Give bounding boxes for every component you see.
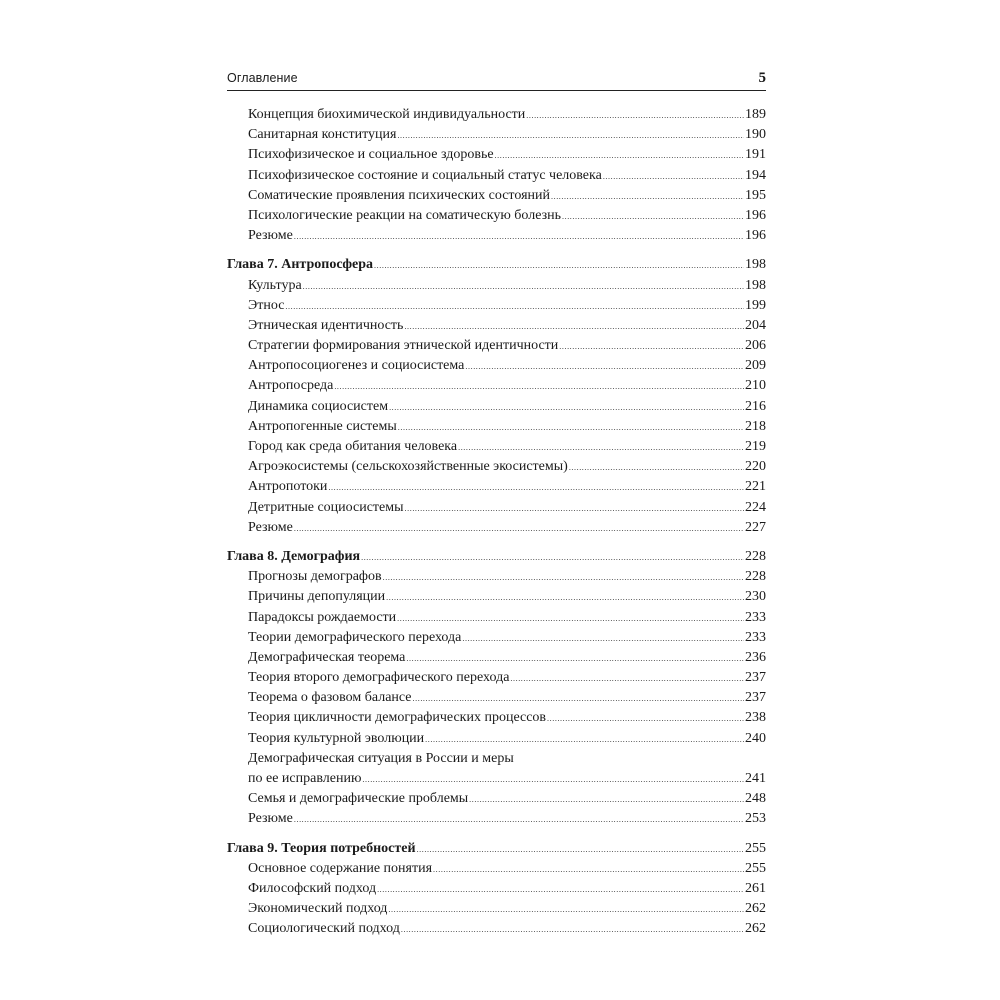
dot-leader [361, 547, 744, 567]
toc-page-number: 198 [745, 277, 766, 293]
dot-leader [388, 899, 744, 919]
toc-page-number: 230 [745, 589, 766, 605]
toc-entry [227, 789, 766, 809]
toc-entry [227, 336, 766, 356]
toc-entry [227, 457, 766, 477]
toc-entry-title: Экономический подход [248, 901, 388, 917]
toc-entry-title: Глава 9. Теория потребностей [227, 840, 416, 856]
toc-page-number: 191 [745, 147, 766, 163]
toc-entry-title: Теория цикличности демографических процессов [248, 710, 547, 726]
toc-entry-title: Детритные социосистемы [248, 499, 404, 515]
toc-section [227, 839, 766, 940]
toc-page-number: 240 [745, 730, 766, 746]
running-header [227, 70, 766, 91]
toc-page-number: 262 [745, 921, 766, 937]
dot-leader [303, 276, 744, 296]
dot-leader [465, 356, 744, 376]
running-title: Оглавление [227, 71, 298, 85]
toc-entry [227, 226, 766, 246]
dot-leader [377, 879, 744, 899]
dot-leader [462, 628, 744, 648]
toc-entry-title: Антропотоки [248, 479, 328, 495]
toc-entry-title: Демографическая теорема [248, 649, 406, 665]
dot-leader [383, 567, 744, 587]
toc-page-number: 199 [745, 297, 766, 313]
toc-entry [227, 437, 766, 457]
chapter-heading [227, 255, 766, 275]
dot-leader [551, 186, 744, 206]
toc-page-number: 194 [745, 167, 766, 183]
dot-leader [559, 336, 744, 356]
toc-entry-title: Причины депопуляции [248, 589, 386, 605]
toc-page-number: 210 [745, 378, 766, 394]
toc-entry [227, 417, 766, 437]
book-page [227, 70, 766, 949]
dot-leader [562, 206, 744, 226]
dot-leader [285, 296, 744, 316]
toc-page-number: 241 [745, 771, 766, 786]
toc-entry [227, 518, 766, 538]
toc-section [227, 547, 766, 830]
toc-entry [227, 296, 766, 316]
toc-entry [227, 628, 766, 648]
toc-entry [227, 105, 766, 125]
dot-leader [425, 729, 744, 749]
toc-entry-title: Психологические реакции на соматическую болезнь [248, 207, 561, 223]
toc-entry-title: Демографическая ситуация в России и меры [248, 750, 514, 766]
toc-entry-title: Антропосоциогенез и социосистема [248, 358, 465, 374]
toc-page-number: 255 [745, 860, 766, 876]
toc-page-number: 253 [745, 811, 766, 827]
toc-entry-title: Город как среда обитания человека [248, 439, 458, 454]
toc-page-number: 228 [745, 569, 766, 585]
toc-entry [227, 919, 766, 939]
toc-entry-title: Соматические проявления психических состояний [248, 187, 550, 203]
toc-page-number: 190 [745, 127, 766, 143]
dot-leader [569, 457, 744, 477]
toc-page-number: 189 [745, 107, 766, 122]
toc-page-number: 255 [745, 840, 766, 856]
page-number: 5 [758, 70, 766, 86]
toc-entry-title: Резюме [248, 811, 293, 827]
toc-entry-title: по ее исправлению [248, 771, 362, 786]
dot-leader [401, 919, 744, 939]
dot-leader [510, 668, 744, 688]
toc-page-number: 237 [745, 690, 766, 706]
toc-page-number: 236 [745, 649, 766, 665]
dot-leader [547, 708, 744, 728]
toc-entry-title: Теорема о фазовом балансе [248, 690, 412, 706]
toc-entry-title: Этнос [248, 297, 285, 313]
toc-entry [227, 376, 766, 396]
toc-page-number: 198 [745, 257, 766, 273]
toc-entry [227, 708, 766, 728]
toc-page-number: 238 [745, 710, 766, 726]
toc-entry-title: Основное содержание понятия [248, 860, 433, 876]
toc-entry-title: Антропогенные системы [248, 418, 397, 434]
dot-leader [404, 316, 744, 336]
toc-entry-title: Психофизическое состояние и социальный статус человека [248, 167, 602, 183]
toc-entry [227, 186, 766, 206]
toc-section [227, 255, 766, 538]
dot-leader [294, 226, 744, 246]
dot-leader [397, 125, 744, 145]
dot-leader [405, 498, 744, 518]
dot-leader [526, 105, 744, 125]
toc-entry [227, 859, 766, 879]
toc-entry [227, 145, 766, 165]
toc-page-number: 196 [745, 228, 766, 244]
toc-page-number: 233 [745, 629, 766, 645]
toc-page-number: 219 [745, 439, 766, 454]
toc-page-number: 209 [745, 358, 766, 374]
toc-entry [227, 397, 766, 417]
toc-entry-title: Психофизическое и социальное здоровье [248, 147, 494, 163]
toc-page-number: 227 [745, 519, 766, 535]
toc-entry [227, 729, 766, 749]
toc-entry [227, 206, 766, 226]
toc-entry-title: Семья и демографические проблемы [248, 791, 469, 807]
toc-page-number: 220 [745, 459, 766, 475]
toc-entry-title: Резюме [248, 519, 293, 535]
toc-entry-title: Социологический подход [248, 921, 400, 937]
toc-entry [227, 668, 766, 688]
toc-entry [227, 809, 766, 829]
toc-entry-title: Прогнозы демографов [248, 569, 382, 585]
toc-entry-title: Концепция биохимической индивидуальности [248, 107, 526, 122]
dot-leader [362, 769, 744, 789]
toc-page-number: 233 [745, 609, 766, 625]
toc-page-number: 248 [745, 791, 766, 807]
toc-entry [227, 587, 766, 607]
chapter-heading [227, 839, 766, 859]
toc-entry [227, 276, 766, 296]
toc-section [227, 105, 766, 246]
dot-leader [386, 587, 744, 607]
toc-page-number: 237 [745, 670, 766, 686]
toc-entry [227, 769, 766, 789]
dot-leader [328, 477, 744, 497]
dot-leader [398, 417, 744, 437]
dot-leader [389, 397, 744, 417]
dot-leader [469, 789, 744, 809]
toc-page-number: 195 [745, 187, 766, 203]
toc-entry [227, 648, 766, 668]
toc-entry [227, 498, 766, 518]
toc-entry [227, 899, 766, 919]
toc-entry-title: Резюме [248, 228, 293, 244]
toc-page-number: 206 [745, 338, 766, 354]
toc-entry-title: Теория второго демографического перехода [248, 670, 510, 686]
toc-entry-title: Динамика социосистем [248, 398, 389, 414]
toc-entry [227, 477, 766, 497]
toc-entry [227, 608, 766, 628]
toc-page-number: 218 [745, 418, 766, 434]
toc-entry-title: Глава 8. Демография [227, 548, 361, 564]
toc-entry [227, 356, 766, 376]
dot-leader [294, 518, 744, 538]
toc-page-number: 224 [745, 499, 766, 515]
toc-entry-line [227, 749, 766, 769]
toc-entry-title: Антропосреда [248, 378, 334, 394]
toc-entry-title: Теория культурной эволюции [248, 730, 425, 746]
toc-page-number: 221 [745, 479, 766, 495]
toc-page-number: 261 [745, 880, 766, 896]
table-of-contents [227, 105, 766, 940]
toc-entry [227, 166, 766, 186]
toc-entry-title: Культура [248, 277, 302, 293]
toc-entry [227, 316, 766, 336]
toc-entry-title: Парадоксы рождаемости [248, 609, 397, 625]
toc-entry-title: Этническая идентичность [248, 317, 404, 333]
dot-leader [603, 166, 744, 186]
toc-entry-title: Теории демографического перехода [248, 629, 462, 645]
dot-leader [413, 688, 744, 708]
dot-leader [458, 437, 744, 457]
toc-entry-title: Санитарная конституция [248, 127, 397, 143]
toc-page-number: 262 [745, 901, 766, 917]
toc-page-number: 216 [745, 398, 766, 414]
dot-leader [397, 608, 744, 628]
toc-entry-title: Стратегии формирования этнической идентичности [248, 338, 559, 354]
toc-entry [227, 125, 766, 145]
toc-entry-title: Агроэкосистемы (сельскохозяйственные экосистемы) [248, 459, 568, 475]
dot-leader [406, 648, 744, 668]
toc-entry [227, 688, 766, 708]
toc-page-number: 204 [745, 317, 766, 333]
toc-entry-title: Философский подход [248, 880, 377, 896]
toc-entry [227, 879, 766, 899]
toc-entry-title: Глава 7. Антропосфера [227, 257, 374, 273]
dot-leader [417, 839, 744, 859]
dot-leader [294, 809, 744, 829]
toc-page-number: 228 [745, 548, 766, 564]
dot-leader [334, 376, 744, 396]
chapter-heading [227, 547, 766, 567]
dot-leader [433, 859, 744, 879]
toc-page-number: 196 [745, 207, 766, 223]
toc-entry [227, 567, 766, 587]
dot-leader [374, 255, 744, 275]
dot-leader [495, 145, 744, 165]
